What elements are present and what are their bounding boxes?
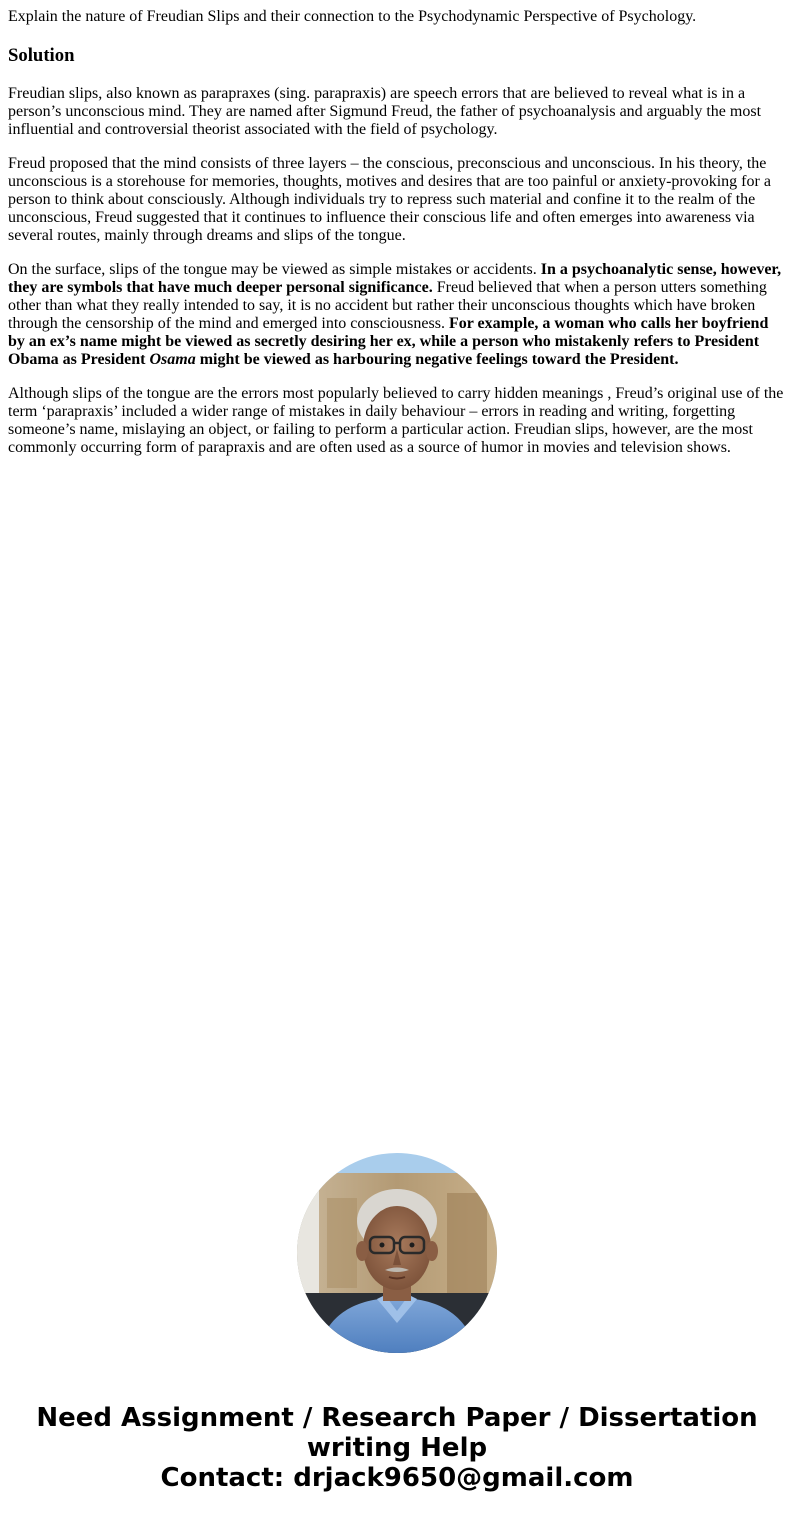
paragraph-1: Freudian slips, also known as parapraxes (sing. parapraxis) are speech errors that are believed to reveal what is in a person’s unconscious mind. They are named after Sigmund Freud, the father of psychoanalysis and arguably the most influential and controversial theorist associated with the field of psychology. [8,85,762,138]
paragraph-3-bold-3-text: might be viewed as harbouring negative feelings toward the President. [195,351,679,368]
cta-line-1: Need Assignment / Research Paper / Dissertation [36,1403,758,1433]
contact-banner [0,1403,794,1493]
paragraph-3-bold-italic: Osama [149,351,196,368]
paragraph-3 [8,261,786,369]
paragraph-3-text-2: Freud believed that when a person utters something other than what they really intended to say, it is no accident but rather their unconscious thoughts which have broken through the censorship of the mind and emerged into consciousness. [8,279,767,332]
cta-line-2: writing Help [306,1433,488,1463]
paragraph-3-bold-1: In a psychoanalytic sense, however, they are symbols that have much deeper personal significance. [8,261,782,296]
author-avatar [297,1153,497,1353]
paragraph-3-text-1: On the surface, slips of the tongue may be viewed as simple mistakes or accidents. [8,261,541,278]
paragraph-3-bold-2-text: For example, a woman who calls her boyfriend by an ex’s name might be viewed as secretly desiring her ex, while a person who mistakenly refers to President Obama as President [8,315,769,368]
paragraph-2: Freud proposed that the mind consists of three layers – the conscious, preconscious and unconscious. In his theory, the unconscious is a storehouse for memories, thoughts, motives and desires that are too painful or anxiety-provoking for a person to think about consciously. Although individuals try to repress such material and confine it to the realm of the unconscious, Freud suggested that it continues to influence their conscious life and often emerges into awareness via several routes, mainly through dreams and slips of the tongue. [8,155,771,244]
question-text: Explain the nature of Freudian Slips and their connection to the Psychodynamic Perspective of Psychology. [8,8,697,25]
solution-heading: Solution [8,45,75,66]
document-body [8,8,786,473]
author-portrait-image [297,1153,497,1353]
cta-contact-line: Contact: drjack9650@gmail.com [160,1463,634,1493]
paragraph-4: Although slips of the tongue are the errors most popularly believed to carry hidden meanings , Freud’s original use of the term ‘parapraxis’ included a wider range of mistakes in daily behaviour – errors in reading and writing, forgetting someone’s name, mislaying an object, or failing to perform a particular action. Freudian slips, however, are the most commonly occurring form of parapraxis and are often used as a source of humor in movies and television shows. [8,385,784,456]
